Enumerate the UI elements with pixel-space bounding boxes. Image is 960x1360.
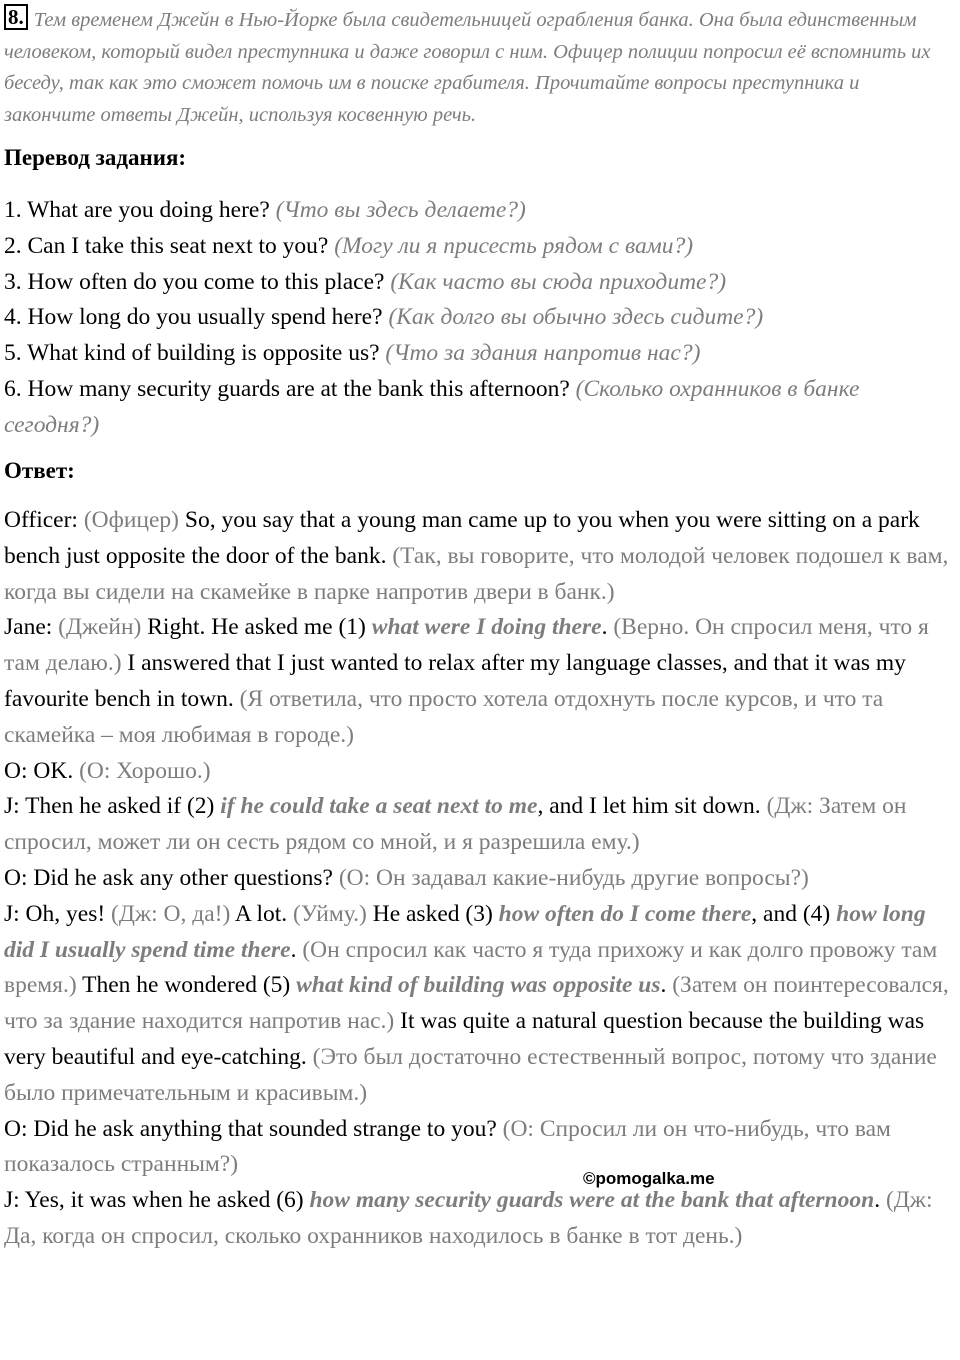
dialog-text: So, you say that a young man came up to you when you were sitting on a park bench just opposite the door of the bank. bbox=[4, 507, 920, 569]
translation-heading: Перевод задания: bbox=[4, 145, 187, 170]
dialog-text: It was quite a natural question because the building was very beautiful and eye-catching. bbox=[4, 1008, 925, 1070]
dialog-paragraph bbox=[4, 503, 954, 610]
dialog-translation: (О: Хорошо.) bbox=[79, 757, 211, 784]
dialog-paragraph bbox=[4, 1112, 954, 1184]
dialog-paragraph bbox=[4, 754, 954, 790]
dialog-translation: (Так, вы говорите, что молодой человек подошел к вам, когда вы сидели на скамейке в парке напротив двери в банк.) bbox=[4, 542, 949, 605]
question-ru: (Сколько охранников в банке сегодня?) bbox=[4, 375, 860, 438]
dialog-translation: (Это был достаточно естественный вопрос, потому что здание было примечательным и красивым.) bbox=[4, 1043, 937, 1106]
speaker-label-ru: (Джейн) bbox=[58, 614, 148, 641]
dialog-text: A lot. bbox=[234, 900, 293, 927]
question-item bbox=[4, 336, 954, 372]
dialog-translation: (Я ответила, что просто хотела отдохнуть после курсов, и что та скамейка – моя любимая в городе.) bbox=[4, 685, 884, 748]
answer-heading: Ответ: bbox=[4, 458, 75, 483]
speaker-label: Officer: bbox=[4, 507, 84, 533]
speaker-label: Jane: bbox=[4, 614, 59, 641]
dialog-translation: (Затем он поинтересовался, что за здание находится напротив нас.) bbox=[4, 972, 949, 1035]
dialog-translation: (Дж: О, да!) bbox=[111, 900, 235, 927]
question-en: 5. What kind of building is opposite us? bbox=[4, 340, 380, 367]
dialog-text: . bbox=[660, 972, 673, 999]
question-en: 1. What are you doing here? bbox=[4, 197, 270, 223]
answer-3: how often do I come there bbox=[498, 900, 752, 927]
question-list bbox=[4, 193, 954, 444]
question-en: 2. Can I take this seat next to you? bbox=[4, 232, 329, 259]
dialog-text: I answered that I just wanted to relax after my language classes, and that it was my favourite bench in town. bbox=[4, 650, 906, 712]
dialog-translation: (О: Спросил ли он что-нибудь, что вам показалось странным?) bbox=[4, 1115, 891, 1178]
dialog-text: . bbox=[874, 1187, 886, 1214]
dialog-text: , and (4) bbox=[751, 900, 837, 927]
task-text: Тем временем Джейн в Нью-Йорке была свидетельницей ограбления банка. Она была единственным человеком, который видел преступника и даже говорил с ним. Офицер полиции попросил её вспомнить их беседу, так как это сможет помочь им в поиске грабителя. Прочитайте вопросы преступника и закончите ответы Джейн, используя косвенную речь. bbox=[4, 9, 931, 126]
dialog-translation: (Верно. Он спросил меня, что я там делаю.) bbox=[4, 614, 929, 677]
dialog-text: O: Did he ask any other questions? bbox=[4, 864, 339, 891]
question-item bbox=[4, 300, 954, 336]
dialog-text: He asked (3) bbox=[372, 900, 499, 927]
dialog-translation: (Он спросил как часто я туда прихожу и как долго провожу там время.) bbox=[4, 936, 938, 999]
dialog-paragraph bbox=[4, 861, 954, 897]
question-en: 3. How often do you come to this place? bbox=[4, 268, 385, 295]
question-en: 6. How many security guards are at the bank this afternoon? bbox=[4, 375, 570, 402]
dialog-text: Then he wondered (5) bbox=[82, 972, 297, 999]
question-ru: (Что за здания напротив нас?) bbox=[385, 340, 701, 367]
dialog-text: , and I let him sit down. bbox=[537, 793, 767, 820]
answer-5: what kind of building was opposite us bbox=[296, 972, 661, 999]
answer-1: what were I doing there bbox=[371, 614, 602, 641]
dialog-text: O: OK. bbox=[4, 757, 80, 784]
dialog-text: . bbox=[290, 936, 303, 963]
dialog-text: J: Oh, yes! bbox=[4, 900, 112, 927]
dialog-paragraph bbox=[4, 1183, 954, 1255]
question-ru: (Что вы здесь делаете?) bbox=[275, 197, 526, 223]
dialog-translation: (О: Он задавал какие-нибудь другие вопросы?) bbox=[338, 864, 809, 891]
task-instruction bbox=[4, 4, 954, 131]
question-item bbox=[4, 265, 954, 301]
answer-4: how long did I usually spend time there bbox=[4, 900, 926, 963]
dialog-text: J: Then he asked if (2) bbox=[4, 793, 221, 820]
question-ru: (Могу ли я присесть рядом с вами?) bbox=[334, 232, 694, 259]
watermark: ©pomogalka.me bbox=[583, 1169, 715, 1188]
dialog-text: J: Yes, it was when he asked (6) bbox=[4, 1187, 310, 1214]
question-item bbox=[4, 372, 954, 444]
dialog-paragraph bbox=[4, 897, 954, 1112]
question-en: 4. How long do you usually spend here? bbox=[4, 304, 383, 331]
answer-2: if he could take a seat next to me bbox=[220, 793, 538, 820]
answer-6: how many security guards were at the bank that afternoon bbox=[309, 1187, 875, 1214]
dialog-paragraph bbox=[4, 610, 954, 753]
dialog-translation: (Дж: Да, когда он спросил, сколько охранников находилось в банке в тот день.) bbox=[4, 1187, 933, 1249]
dialog-translation: (Уйму.) bbox=[293, 900, 373, 927]
question-ru: (Как долго вы обычно здесь сидите?) bbox=[388, 304, 764, 331]
question-ru: (Как часто вы сюда приходите?) bbox=[390, 268, 727, 295]
dialog-paragraph bbox=[4, 789, 954, 861]
exercise-number: 8. bbox=[4, 4, 28, 30]
dialog-translation: (Дж: Затем он спросил, может ли он сесть рядом со мной, и я разрешила ему.) bbox=[4, 793, 907, 856]
dialog-text: . bbox=[601, 614, 614, 641]
dialog-text: Right. He asked me (1) bbox=[147, 614, 372, 641]
question-item bbox=[4, 193, 954, 229]
question-item bbox=[4, 229, 954, 265]
dialog-text: O: Did he ask anything that sounded strange to you? bbox=[4, 1115, 503, 1142]
dialog bbox=[4, 503, 954, 1255]
speaker-label-ru: (Офицер) bbox=[83, 507, 185, 533]
